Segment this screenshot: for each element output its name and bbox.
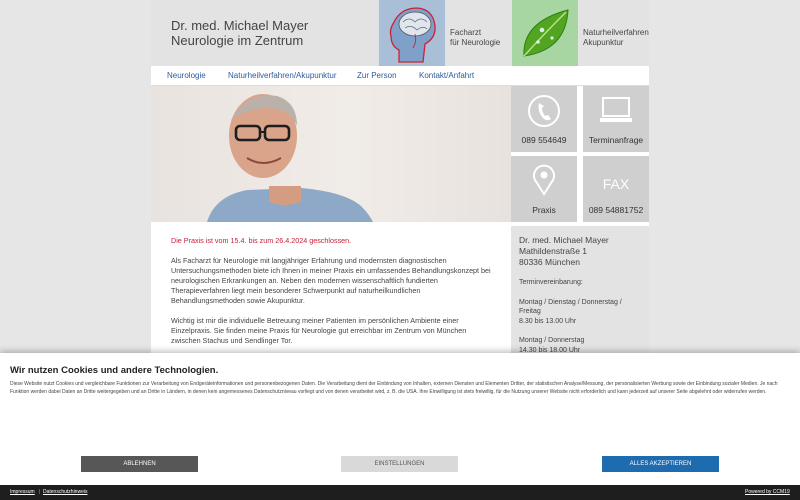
practice-paragraph: Wichtig ist mir die individuelle Betreuung meiner Patienten im persönlichen Ambiente einer Einzelpraxis. Sie finden meine Praxis für Neurologie gut erreichbar im Zentrum von München zwischen Stachus und Sendlinger Tor. — [171, 316, 467, 345]
sidebar-appointment-label: Terminvereinbarung: — [519, 279, 583, 286]
site-subtitle[interactable]: Neurologie im Zentrum — [171, 33, 304, 48]
naturopathy-caption — [583, 28, 649, 48]
cookie-title: Wir nutzen Cookies und andere Technologien. — [10, 365, 219, 376]
sidebar-city: 80336 München — [519, 257, 580, 267]
sidebar-hours-1: 8.30 bis 13.00 Uhr — [519, 317, 577, 325]
neurology-caption-line2: für Neurologie — [450, 38, 501, 47]
closure-notice: Die Praxis ist vom 15.4. bis zum 26.4.2024 geschlossen. — [171, 236, 352, 245]
neurology-image[interactable] — [379, 0, 445, 66]
naturopathy-image[interactable] — [512, 0, 578, 66]
naturopathy-caption-line2: Akupunktur — [583, 38, 624, 47]
doctor-photo-illustration — [151, 86, 511, 222]
nav-item-neurologie[interactable]: Neurologie — [167, 71, 206, 80]
appointment-label: Terminanfrage — [588, 135, 644, 145]
cookie-footer — [0, 485, 800, 500]
cookie-banner — [0, 353, 800, 485]
main-nav — [151, 66, 649, 86]
leaf-icon — [512, 0, 578, 66]
fax-tile[interactable] — [583, 156, 649, 222]
practice-label: Praxis — [532, 205, 556, 215]
intro-paragraph: Als Facharzt für Neurologie mit langjähriger Erfahrung und modernsten diagnostischen Untersuchungsmethoden biete ich Ihnen in meiner Praxis ein umfassendes Behandlungskonzept bei neurologischen Erkrankungen an. Neben den modernen wissenschaftlich fundierten Therapieverfahren liegt mein besonderer Schwerpunkt auf naturheilkundlichen Behandlungsmethoden sowie Akupunktur. — [171, 256, 491, 305]
doctor-portrait — [151, 86, 511, 222]
map-pin-icon — [527, 164, 561, 198]
nav-item-naturheilverfahren[interactable]: Naturheilverfahren/Akupunktur — [228, 71, 337, 80]
impressum-link[interactable]: Impressum — [10, 489, 35, 495]
site-title[interactable]: Dr. med. Michael Mayer — [171, 18, 309, 33]
nav-item-zur-person[interactable]: Zur Person — [357, 71, 397, 80]
footer-separator: | — [39, 489, 41, 495]
phone-tile[interactable] — [511, 86, 577, 152]
neurology-caption — [450, 28, 500, 48]
privacy-link[interactable]: Datenschutzhinweis — [43, 489, 88, 495]
sidebar-name: Dr. med. Michael Mayer — [519, 235, 609, 245]
phone-icon — [527, 94, 561, 128]
contact-sidebar — [511, 226, 649, 356]
laptop-icon — [599, 94, 633, 128]
brain-head-icon — [379, 0, 445, 66]
sidebar-hours-2: 14.30 bis 18.00 Uhr — [519, 346, 581, 354]
powered-by-link[interactable]: Powered by CCM19 — [745, 489, 790, 495]
naturopathy-caption-line1: Naturheilverfahren — [583, 28, 649, 37]
fax-icon: FAX — [602, 176, 630, 192]
cookie-description: Diese Website nutzt Cookies und vergleichbare Funktionen zur Verarbeitung von Endgeräteinformationen und personenbezogenen Daten. Die Verarbeitung dient der Einbindung von Inhalten, externen Diensten und Elementen Dritter, der statistischen Analyse/Messung, der personalisierten Werbung sowie der Einbindung sozialer Medien. Je nach Funktion werden dabei Daten an Dritte weitergegeben und an Dritte in Ländern, in denen kein angemessenes Datenschutzniveau vorliegt und von denen verarbeitet wird, z. B. die USA. Ihre Einwilligung ist stets freiwillig, für die Nutzung unserer Website nicht erforderlich und kann jederzeit auf unserer Seite abgelehnt oder widerrufen werden. — [10, 381, 778, 395]
site-header — [151, 0, 649, 66]
settings-button[interactable]: EINSTELLUNGEN — [341, 456, 458, 472]
decline-button[interactable]: ABLEHNEN — [81, 456, 198, 472]
practice-tile[interactable] — [511, 156, 577, 222]
main-content — [171, 236, 491, 356]
appointment-tile[interactable] — [583, 86, 649, 152]
phone-number: 089 554649 — [521, 135, 567, 145]
sidebar-street: Mathildenstraße 1 — [519, 246, 588, 256]
fax-number: 089 54881752 — [588, 205, 644, 215]
nav-item-kontakt[interactable]: Kontakt/Anfahrt — [419, 71, 475, 80]
neurology-caption-line1: Facharzt — [450, 28, 482, 37]
accept-all-button[interactable]: ALLES AKZEPTIEREN — [602, 456, 719, 472]
sidebar-days-1: Montag / Dienstag / Donnerstag / Freitag — [519, 298, 622, 315]
sidebar-days-2: Montag / Donnerstag — [519, 337, 585, 344]
